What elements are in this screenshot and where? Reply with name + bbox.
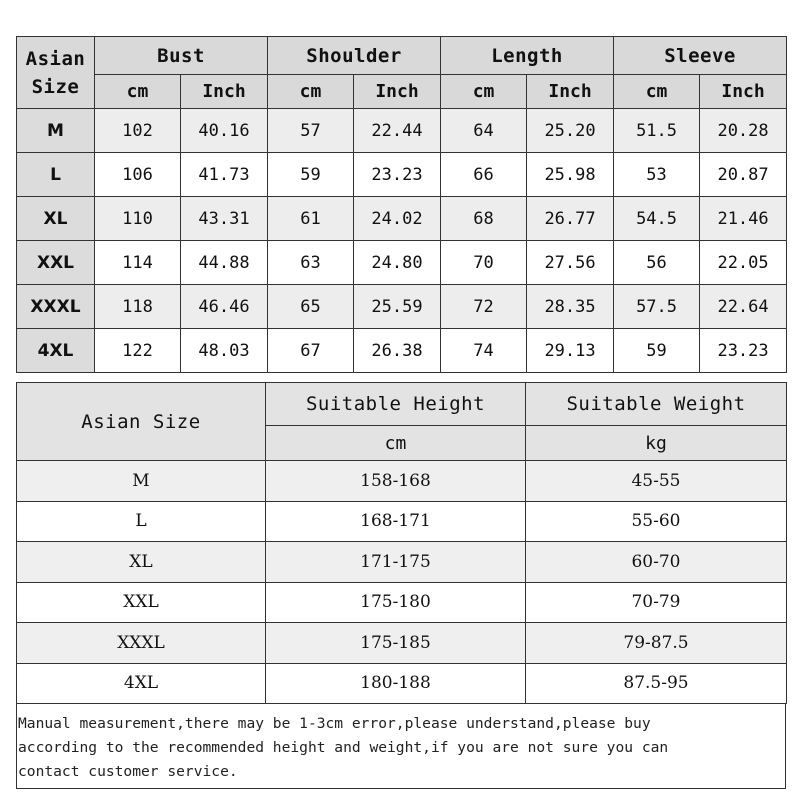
measurement-row bbox=[17, 197, 787, 241]
measurement-note: Manual measurement,there may be 1-3cm error,please understand,please buy according to the recommended height and weight,if you are not sure you can contact customer service. bbox=[16, 703, 786, 789]
measurement-cell: 25.20 bbox=[527, 109, 614, 153]
suitability-row bbox=[17, 501, 787, 542]
measurement-cell: 46.46 bbox=[181, 285, 268, 329]
suitability-row bbox=[17, 623, 787, 664]
measurement-cell: 68 bbox=[441, 197, 527, 241]
suitable-weight-cell: 87.5-95 bbox=[526, 663, 787, 704]
suitability-row bbox=[17, 582, 787, 623]
measurement-cell: 57 bbox=[268, 109, 354, 153]
size-label: XL bbox=[17, 542, 266, 583]
height-unit: cm bbox=[266, 426, 526, 461]
unit-header: Inch bbox=[527, 75, 614, 109]
measurement-cell: 64 bbox=[441, 109, 527, 153]
measurement-cell: 72 bbox=[441, 285, 527, 329]
measurement-cell: 63 bbox=[268, 241, 354, 285]
size-label: XXL bbox=[17, 241, 95, 285]
measurement-cell: 27.56 bbox=[527, 241, 614, 285]
measurement-cell: 25.59 bbox=[354, 285, 441, 329]
measurement-cell: 74 bbox=[441, 329, 527, 373]
measurement-cell: 29.13 bbox=[527, 329, 614, 373]
measurement-cell: 59 bbox=[268, 153, 354, 197]
measurement-row bbox=[17, 241, 787, 285]
measurement-cell: 122 bbox=[95, 329, 181, 373]
measurement-cell: 20.87 bbox=[700, 153, 787, 197]
asian-size-header bbox=[17, 37, 95, 109]
suitable-height-cell: 175-180 bbox=[266, 582, 526, 623]
measurement-cell: 61 bbox=[268, 197, 354, 241]
shoulder-header: Shoulder bbox=[268, 37, 441, 75]
size-label: L bbox=[17, 153, 95, 197]
unit-header: cm bbox=[441, 75, 527, 109]
size-label: XXXL bbox=[17, 285, 95, 329]
suitable-weight-cell: 60-70 bbox=[526, 542, 787, 583]
size-label: M bbox=[17, 461, 266, 502]
suitability-row bbox=[17, 542, 787, 583]
measurement-cell: 22.64 bbox=[700, 285, 787, 329]
measurement-cell: 54.5 bbox=[614, 197, 700, 241]
suitable-weight-header: Suitable Weight bbox=[526, 383, 787, 426]
suitable-height-cell: 175-185 bbox=[266, 623, 526, 664]
measurement-cell: 24.02 bbox=[354, 197, 441, 241]
suitable-height-cell: 171-175 bbox=[266, 542, 526, 583]
suitable-weight-cell: 55-60 bbox=[526, 501, 787, 542]
measurement-cell: 118 bbox=[95, 285, 181, 329]
suitable-weight-cell: 45-55 bbox=[526, 461, 787, 502]
measurement-cell: 114 bbox=[95, 241, 181, 285]
measurement-row bbox=[17, 153, 787, 197]
suitability-row bbox=[17, 663, 787, 704]
unit-header: cm bbox=[614, 75, 700, 109]
suitable-weight-cell: 79-87.5 bbox=[526, 623, 787, 664]
size-label: L bbox=[17, 501, 266, 542]
measurement-cell: 25.98 bbox=[527, 153, 614, 197]
measurement-cell: 67 bbox=[268, 329, 354, 373]
measurement-cell: 48.03 bbox=[181, 329, 268, 373]
measurement-cell: 40.16 bbox=[181, 109, 268, 153]
sleeve-header: Sleeve bbox=[614, 37, 787, 75]
measurement-cell: 56 bbox=[614, 241, 700, 285]
measurement-cell: 66 bbox=[441, 153, 527, 197]
asian-size-header-line1: Asian bbox=[25, 47, 86, 70]
size-label: M bbox=[17, 109, 95, 153]
asian-size-header-2: Asian Size bbox=[17, 383, 266, 461]
suitability-row bbox=[17, 461, 787, 502]
measurement-cell: 59 bbox=[614, 329, 700, 373]
asian-size-header-line2: Size bbox=[31, 75, 80, 98]
suitable-height-cell: 180-188 bbox=[266, 663, 526, 704]
suitable-height-cell: 168-171 bbox=[266, 501, 526, 542]
measurement-cell: 22.05 bbox=[700, 241, 787, 285]
measurement-cell: 70 bbox=[441, 241, 527, 285]
measurement-cell: 26.77 bbox=[527, 197, 614, 241]
measurement-cell: 110 bbox=[95, 197, 181, 241]
measurement-cell: 102 bbox=[95, 109, 181, 153]
measurement-cell: 43.31 bbox=[181, 197, 268, 241]
size-label: XL bbox=[17, 197, 95, 241]
measurement-cell: 51.5 bbox=[614, 109, 700, 153]
size-label: 4XL bbox=[17, 329, 95, 373]
suitable-height-cell: 158-168 bbox=[266, 461, 526, 502]
size-label: XXL bbox=[17, 582, 266, 623]
measurement-cell: 57.5 bbox=[614, 285, 700, 329]
size-label: 4XL bbox=[17, 663, 266, 704]
suitable-weight-cell: 70-79 bbox=[526, 582, 787, 623]
measurement-row bbox=[17, 329, 787, 373]
measurement-cell: 53 bbox=[614, 153, 700, 197]
measurement-cell: 106 bbox=[95, 153, 181, 197]
measurement-cell: 24.80 bbox=[354, 241, 441, 285]
measurement-row bbox=[17, 285, 787, 329]
measurement-table bbox=[16, 36, 787, 373]
unit-header: Inch bbox=[354, 75, 441, 109]
suitability-table bbox=[16, 382, 787, 704]
size-label: XXXL bbox=[17, 623, 266, 664]
suitable-height-header: Suitable Height bbox=[266, 383, 526, 426]
measurement-cell: 65 bbox=[268, 285, 354, 329]
unit-header: Inch bbox=[700, 75, 787, 109]
measurement-cell: 44.88 bbox=[181, 241, 268, 285]
bust-header: Bust bbox=[95, 37, 268, 75]
measurement-cell: 23.23 bbox=[354, 153, 441, 197]
measurement-cell: 26.38 bbox=[354, 329, 441, 373]
length-header: Length bbox=[441, 37, 614, 75]
measurement-cell: 23.23 bbox=[700, 329, 787, 373]
measurement-cell: 21.46 bbox=[700, 197, 787, 241]
unit-header: cm bbox=[268, 75, 354, 109]
measurement-cell: 22.44 bbox=[354, 109, 441, 153]
measurement-cell: 20.28 bbox=[700, 109, 787, 153]
measurement-cell: 41.73 bbox=[181, 153, 268, 197]
measurement-row bbox=[17, 109, 787, 153]
unit-header: cm bbox=[95, 75, 181, 109]
unit-header: Inch bbox=[181, 75, 268, 109]
weight-unit: kg bbox=[526, 426, 787, 461]
measurement-cell: 28.35 bbox=[527, 285, 614, 329]
